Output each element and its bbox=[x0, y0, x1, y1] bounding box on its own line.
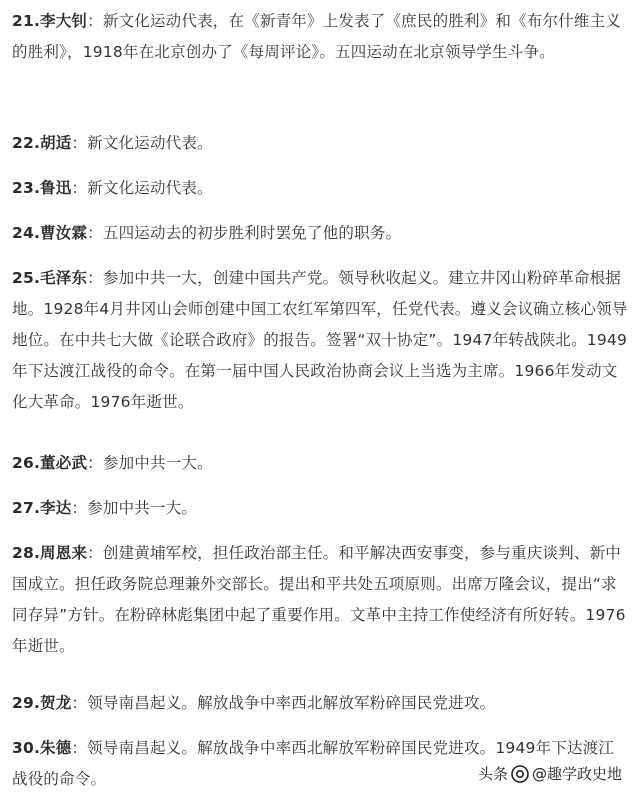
entry-separator: ： bbox=[87, 12, 103, 30]
list-item bbox=[12, 173, 628, 204]
entry-name: 24.曹汝霖 bbox=[12, 224, 88, 242]
list-item bbox=[12, 688, 628, 719]
list-item bbox=[12, 128, 628, 159]
entry-name: 30.朱德 bbox=[12, 739, 72, 757]
entry-text: 创建黄埔军校，担任政治部主任。和平解决西安事变，参与重庆谈判、新中国成立。担任政务院总理兼外交部长。提出和平共处五项原则。出席万隆会议，提出“求同存异”方针。在粉碎林彪集团中起了重要作用。文革中主持工作使经济有所好转。1976年逝世。 bbox=[12, 544, 626, 655]
entry-name: 22.胡适 bbox=[12, 134, 72, 152]
list-item bbox=[12, 448, 628, 479]
entry-separator: ： bbox=[71, 134, 88, 152]
entry-text: 领导南昌起义。解放战争中率西北解放军粉碎国民党进攻。 bbox=[87, 694, 496, 712]
entry-separator: ： bbox=[87, 454, 103, 472]
entry-name: 21.李大钊 bbox=[12, 12, 88, 30]
list-item bbox=[12, 6, 628, 68]
entry-separator: ： bbox=[71, 694, 88, 712]
entry-text: 五四运动去的初步胜利时罢免了他的职务。 bbox=[102, 224, 402, 242]
entry-separator: ： bbox=[71, 739, 88, 757]
entry-separator: ： bbox=[87, 269, 103, 287]
entry-text: 领导南昌起义。解放战争中率西北解放军粉碎国民党进攻。1949年下达渡江战役的命令。 bbox=[12, 739, 615, 788]
list-item bbox=[12, 538, 628, 662]
entry-text: 新文化运动代表。 bbox=[87, 134, 213, 152]
list-item bbox=[12, 218, 628, 249]
watermark bbox=[478, 763, 622, 784]
watermark-prefix: 头条 bbox=[477, 765, 508, 783]
entry-separator: ： bbox=[87, 224, 103, 242]
entry-separator: ： bbox=[71, 499, 88, 517]
entry-text: 新文化运动代表，在《新青年》上发表了《庶民的胜利》和《布尔什维主义的胜利》，1918年在北京创办了《每周评论》。五四运动在北京领导学生斗争。 bbox=[12, 12, 621, 61]
entry-name: 29.贺龙 bbox=[12, 694, 72, 712]
entry-name: 23.鲁迅 bbox=[12, 179, 72, 197]
list-item bbox=[12, 493, 628, 524]
watermark-account: @趣学政史地 bbox=[531, 765, 622, 783]
entry-text: 参加中共一大，创建中国共产党。领导秋收起义。建立井冈山粉碎革命根据地。1928年4月井冈山会师创建中国工农红军第四军，任党代表。遵义会议确立核心领导地位。在中共七大做《论联合政府》的报告。签署“双十协定”。1947年转战陕北。1949年下达渡江战役的命令。在第一届中国人民政治协商会议上当选为主席。1966年发动文化大革命。1976年逝世。 bbox=[12, 269, 628, 411]
entry-name: 25.毛泽东 bbox=[12, 269, 88, 287]
toutiao-logo-icon bbox=[511, 765, 529, 783]
entry-text: 参加中共一大。 bbox=[102, 454, 213, 472]
entry-text: 新文化运动代表。 bbox=[87, 179, 213, 197]
list-item bbox=[12, 263, 628, 418]
entry-name: 27.李达 bbox=[12, 499, 72, 517]
entry-separator: ： bbox=[87, 544, 103, 562]
entry-text: 参加中共一大。 bbox=[87, 499, 198, 517]
entry-name: 28.周恩来 bbox=[12, 544, 88, 562]
entry-separator: ： bbox=[71, 179, 88, 197]
entry-name: 26.董必武 bbox=[12, 454, 88, 472]
